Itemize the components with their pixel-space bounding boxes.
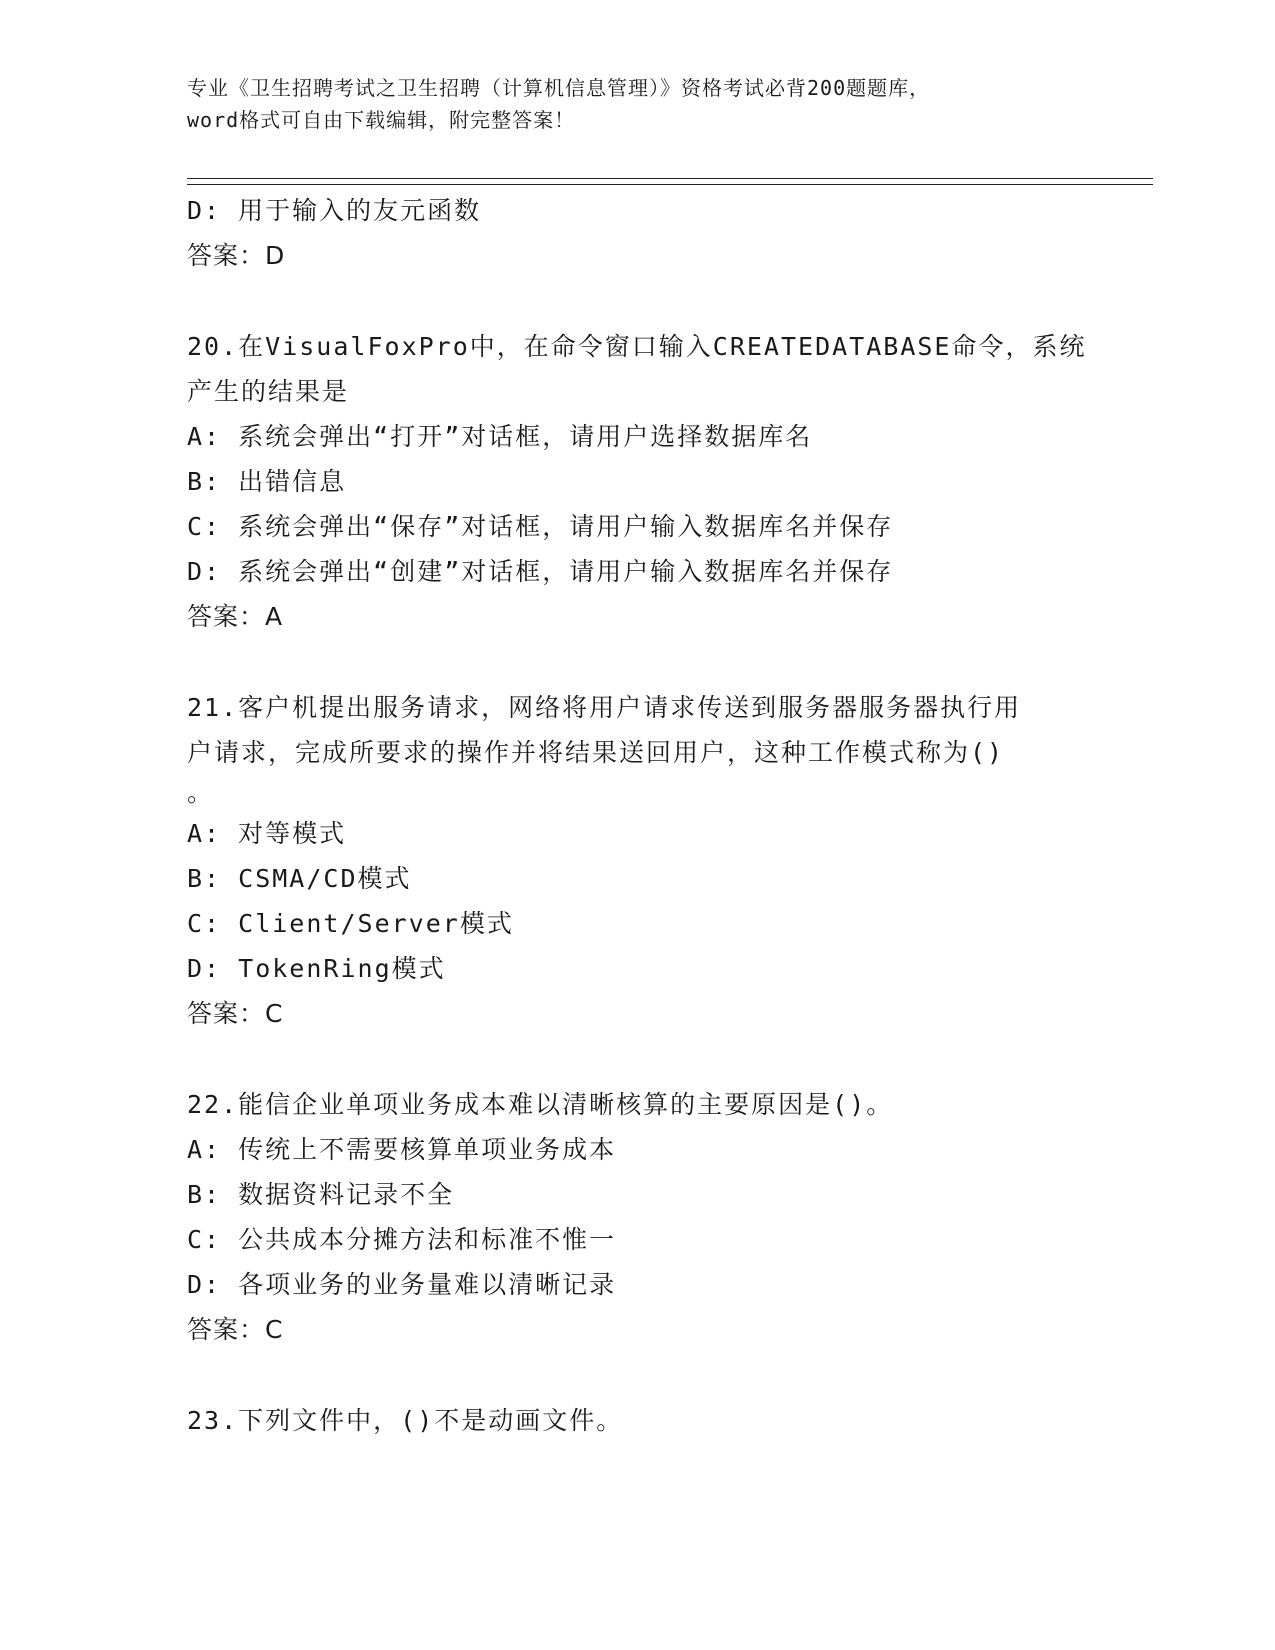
header-line-2: word格式可自由下载编辑，附完整答案！ — [187, 108, 576, 132]
answer: 答案：C — [187, 999, 284, 1028]
option-b: B: CSMA/CD模式 — [187, 864, 412, 893]
header-rule-top — [187, 178, 1153, 179]
question-23 — [187, 1398, 1087, 1443]
option-d: D: 系统会弹出“创建”对话框，请用户输入数据库名并保存 — [187, 557, 894, 586]
answer: 答案：A — [187, 602, 284, 631]
option-b: B: 数据资料记录不全 — [187, 1180, 455, 1209]
option-c: C: 系统会弹出“保存”对话框，请用户输入数据库名并保存 — [187, 512, 894, 541]
option-d: D: 各项业务的业务量难以清晰记录 — [187, 1270, 617, 1299]
question-20 — [187, 324, 1087, 639]
question-stem-line: 产生的结果是 — [187, 377, 350, 406]
option-c: C: 公共成本分摊方法和标准不惟一 — [187, 1225, 617, 1254]
option-a: A: 对等模式 — [187, 819, 347, 848]
answer: 答案：C — [187, 1315, 284, 1344]
question-stem-line: 20.在VisualFoxPro中，在命令窗口输入CREATEDATABASE命令，系统 — [187, 332, 1087, 361]
question-stem-line: 21.客户机提出服务请求，网络将用户请求传送到服务器服务器执行用 — [187, 693, 1022, 722]
option-b: B: 出错信息 — [187, 467, 347, 496]
option-a: A: 传统上不需要核算单项业务成本 — [187, 1135, 617, 1164]
header-line-1: 专业《卫生招聘考试之卫生招聘（计算机信息管理）》资格考试必背200题题库， — [187, 76, 931, 100]
question-stem-line: 。 — [187, 778, 215, 807]
question-stem-line: 23.下列文件中，()不是动画文件。 — [187, 1406, 624, 1435]
option-c: C: Client/Server模式 — [187, 909, 514, 938]
document-header — [187, 72, 1087, 136]
question-stem-line: 户请求，完成所要求的操作并将结果送回用户，这种工作模式称为() — [187, 738, 1005, 767]
prev-option-d: D: 用于输入的友元函数 — [187, 196, 482, 225]
question-21 — [187, 685, 1087, 1036]
question-22 — [187, 1082, 1087, 1352]
header-rule-bottom — [187, 184, 1153, 185]
option-d: D: TokenRing模式 — [187, 954, 446, 983]
prev-answer: 答案：D — [187, 241, 286, 270]
question-stem-line: 22.能信企业单项业务成本难以清晰核算的主要原因是()。 — [187, 1090, 894, 1119]
question-content — [187, 188, 1087, 1443]
option-a: A: 系统会弹出“打开”对话框，请用户选择数据库名 — [187, 422, 813, 451]
